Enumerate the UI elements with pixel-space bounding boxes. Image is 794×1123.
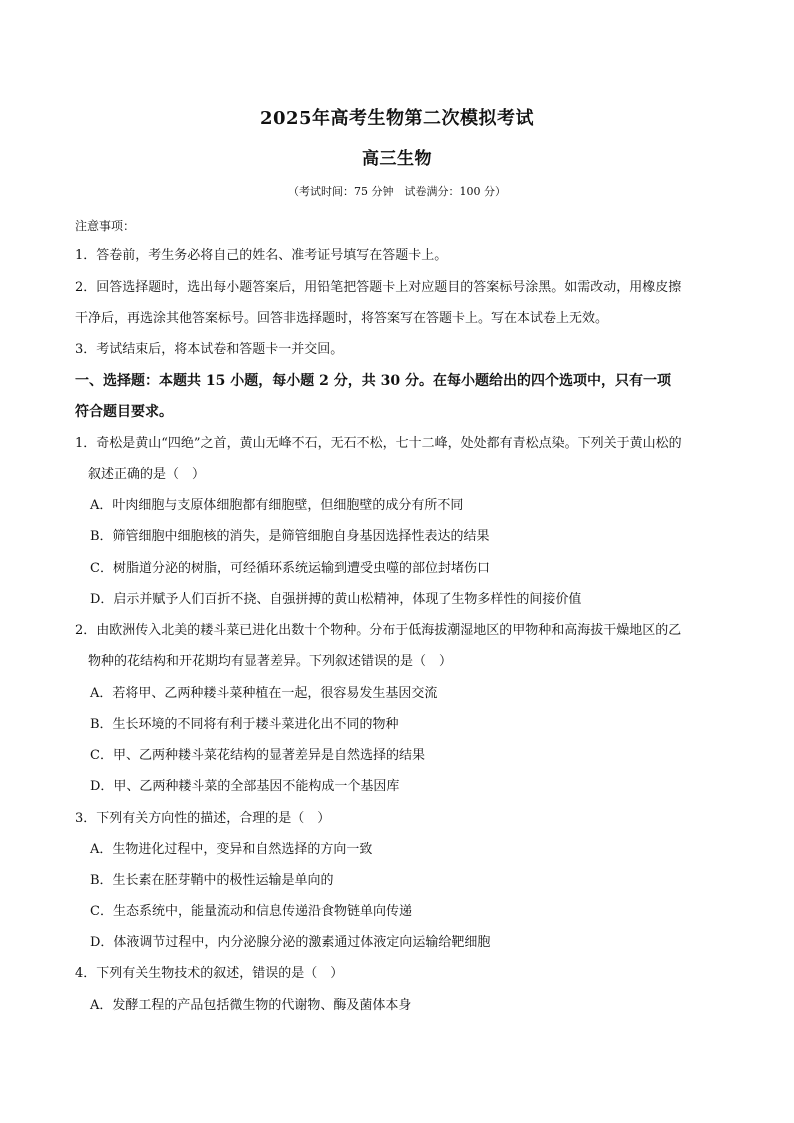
exam-subtitle: 高三生物 [362,149,432,169]
question-4-option-a: A．发酵工程的产品包括微生物的代谢物、酶及菌体本身 [90,998,412,1013]
notes-heading: 注意事项： [75,219,136,233]
question-1-option-a: A．叶肉细胞与支原体细胞都有细胞壁，但细胞壁的成分有所不同 [90,498,464,513]
question-4-stem: 4．下列有关生物技术的叙述，错误的是（ ） [75,966,344,981]
question-3-option-a: A．生物进化过程中，变异和自然选择的方向一致 [90,842,373,857]
question-3-stem: 3．下列有关方向性的描述，合理的是（ ） [75,811,331,826]
question-1-option-d: D．启示并赋予人们百折不挠、自强拼搏的黄山松精神，体现了生物多样性的间接价值 [90,592,582,607]
question-1-option-c: C．树脂道分泌的树脂，可经循环系统运输到遭受虫噬的部位封堵伤口 [90,561,490,576]
question-2-stem: 2．由欧洲传入北美的耧斗菜已进化出数十个物种。分布于低海拔潮湿地区的甲物种和高海拔干燥地区的乙 [75,623,682,638]
section-heading-cont: 符合题目要求。 [75,404,173,420]
question-3-option-d: D．体液调节过程中，内分泌腺分泌的激素通过体液定向运输给靶细胞 [90,935,491,950]
note-item: 2．回答选择题时，选出每小题答案后，用铅笔把答题卡上对应题目的答案标号涂黑。如需改动，用橡皮擦 [75,280,682,295]
question-3-option-c: C．生态系统中，能量流动和信息传递沿食物链单向传递 [90,904,412,919]
exam-title: 2025年高考生物第二次模拟考试 [259,108,535,129]
question-2-option-d: D．甲、乙两种耧斗菜的全部基因不能构成一个基因库 [90,779,400,794]
note-item: 3．考试结束后，将本试卷和答题卡一并交回。 [75,342,344,357]
question-2-option-b: B．生长环境的不同将有利于耧斗菜进化出不同的物种 [90,717,399,732]
question-2-stem-cont: 物种的花结构和开花期均有显著差异。下列叙述错误的是（ ） [88,654,453,669]
question-1-stem: 1．奇松是黄山“四绝”之首，黄山无峰不石，无石不松，七十二峰，处处都有青松点染。下列关于黄山松的 [75,436,682,451]
note-item: 干净后，再选涂其他答案标号。回答非选择题时，将答案写在答题卡上。写在本试卷上无效。 [75,311,609,326]
note-item: 1．答卷前，考生务必将自己的姓名、准考证号填写在答题卡上。 [75,248,448,263]
section-heading: 一、选择题：本题共 15 小题，每小题 2 分，共 30 分。在每小题给出的四个选项中，只有一项 [75,373,671,389]
exam-info: （考试时间：75 分钟 试卷满分：100 分） [288,185,506,198]
question-3-option-b: B．生长素在胚芽鞘中的极性运输是单向的 [90,873,334,888]
question-2-option-a: A．若将甲、乙两种耧斗菜种植在一起，很容易发生基因交流 [90,686,438,701]
question-1-stem-cont: 叙述正确的是（ ） [88,467,206,482]
question-2-option-c: C．甲、乙两种耧斗菜花结构的显著差异是自然选择的结果 [90,748,425,763]
question-1-option-b: B．筛管细胞中细胞核的消失，是筛管细胞自身基因选择性表达的结果 [90,529,490,544]
